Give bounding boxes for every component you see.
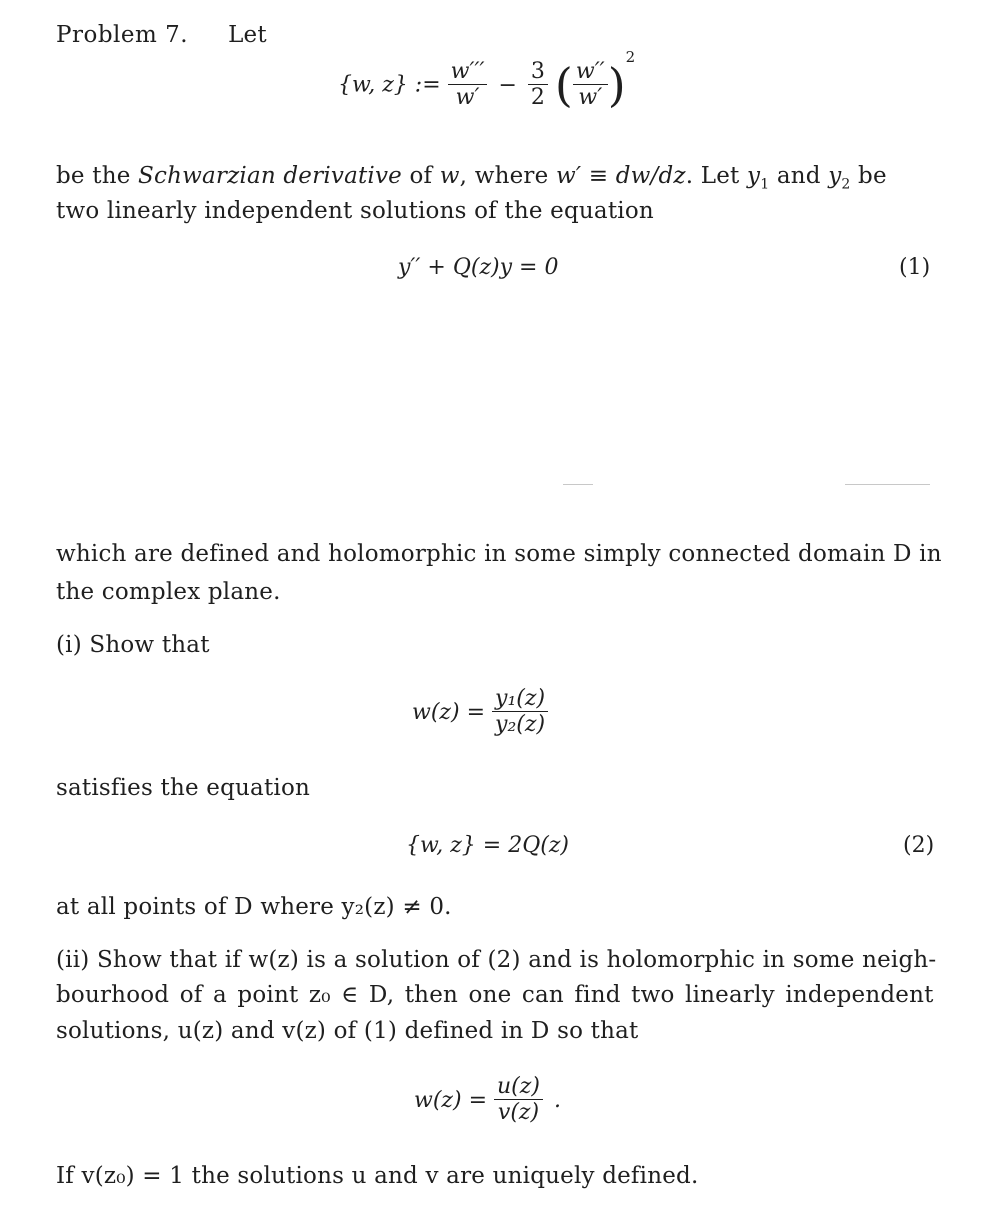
part-ii-line-3: solutions, u(z) and v(z) of (1) defined in D so that: [56, 1018, 639, 1044]
part-ii-line-2: bourhood of a point z₀ ∈ D, then one can find two linearly independent: [56, 982, 934, 1008]
schwarzian-lhs: {w, z} :=: [338, 72, 441, 98]
minus-sign: −: [498, 72, 517, 98]
fraction-w3-w1: [448, 59, 488, 112]
fraction-w2-w1: [573, 59, 608, 112]
exponent: 2: [625, 48, 636, 66]
part-i-heading: (i) Show that: [56, 632, 210, 658]
math-expr: w′ ≡ dw/dz: [555, 163, 686, 189]
paragraph-2-line-1: which are defined and holomorphic in some simply connected domain D in: [56, 541, 942, 567]
text-run: , where: [459, 163, 556, 189]
final-line: If v(z₀) = 1 the solutions u and v are uniquely defined.: [56, 1163, 699, 1189]
right-paren: ): [607, 58, 626, 112]
equation-1-number: (1): [899, 255, 931, 280]
trailing-period: .: [553, 1087, 561, 1113]
paragraph-1-line-2: two linearly independent solutions of the equation: [56, 198, 654, 224]
text-run: and: [769, 163, 829, 189]
subscript: 2: [841, 176, 851, 193]
text-run: be: [850, 163, 887, 189]
subscript: 1: [760, 176, 770, 193]
fraction-denominator: w′: [448, 84, 488, 111]
w-lhs: w(z) =: [412, 699, 486, 725]
math-var: y: [828, 163, 842, 189]
text-run: be the: [56, 163, 139, 189]
satisfies-line: satisfies the equation: [56, 775, 311, 801]
fraction-numerator: w′′′: [450, 58, 485, 84]
at-points-line: at all points of D where y₂(z) ≠ 0.: [56, 894, 452, 920]
emphasis-term: Schwarzian derivative: [138, 163, 402, 189]
fraction-numerator: y₁(z): [495, 686, 546, 711]
fraction-numerator: u(z): [497, 1074, 540, 1099]
paragraph-2-line-2: the complex plane.: [56, 579, 281, 605]
fraction-numerator: 3: [530, 58, 545, 84]
schwarzian-definition: [338, 48, 636, 112]
w-ratio-definition: [412, 686, 548, 739]
problem-label: Problem 7.: [56, 22, 189, 48]
fraction-denominator: 2: [528, 84, 548, 111]
text-run: of: [401, 163, 440, 189]
problem-intro: Let: [228, 22, 267, 48]
equation-2: {w, z} = 2Q(z): [406, 833, 570, 858]
fraction-denominator: v(z): [494, 1099, 543, 1126]
uv-ratio-definition: [414, 1074, 561, 1127]
equation-1: y′′ + Q(z)y = 0: [398, 255, 559, 280]
fraction-y1-y2: [492, 686, 548, 739]
scan-artifact: [563, 484, 593, 485]
equation-2-number: (2): [903, 833, 935, 858]
part-ii-line-1: (ii) Show that if w(z) is a solution of (2) and is holomorphic in some neigh-: [56, 947, 937, 973]
left-paren: (: [554, 58, 573, 112]
fraction-numerator: w′′: [575, 58, 605, 84]
fraction-three-halves: [528, 59, 548, 112]
fraction-denominator: y₂(z): [492, 711, 548, 738]
scan-artifact: [845, 484, 930, 485]
fraction-u-v: [494, 1074, 543, 1127]
math-var: w: [439, 163, 460, 189]
paragraph-1-line-1: [56, 163, 887, 193]
problem-title: [56, 22, 267, 48]
fraction-denominator: w′: [573, 84, 608, 111]
w-lhs: w(z) =: [414, 1087, 488, 1113]
math-var: y: [747, 163, 761, 189]
text-run: . Let: [685, 163, 748, 189]
